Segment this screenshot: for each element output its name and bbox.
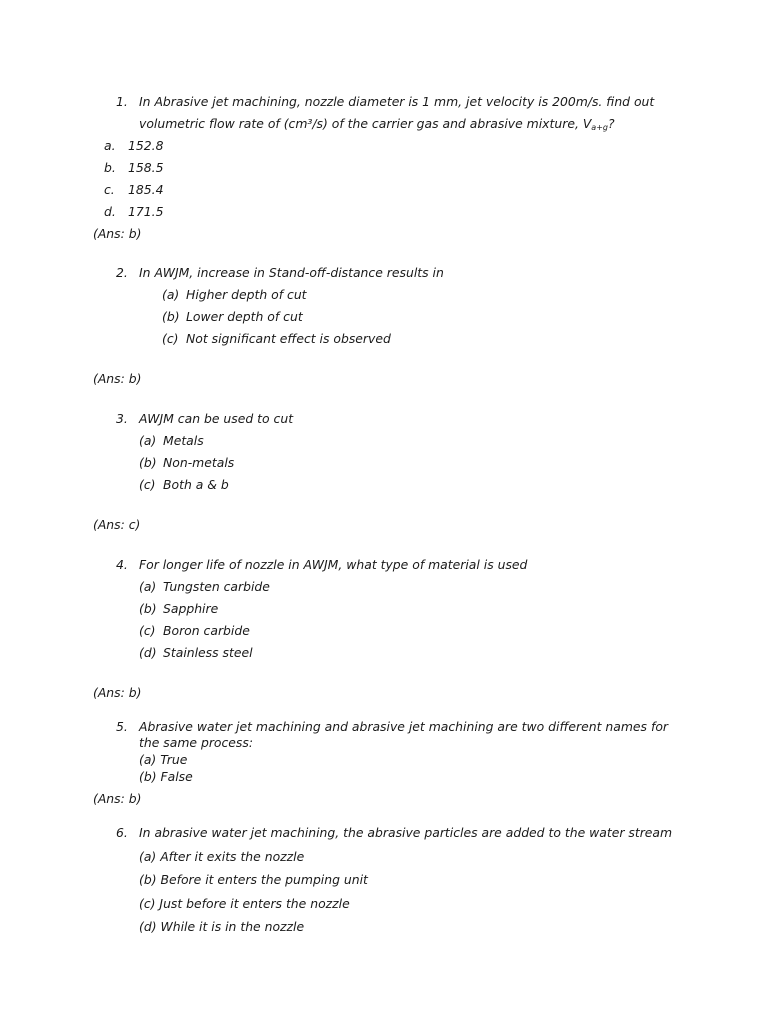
q1-option-text: 185.4 [128, 182, 164, 197]
q4-answer: (Ans: b) [93, 685, 142, 700]
q3-option-label: (b) [139, 455, 157, 470]
q1-option-label: c. [104, 182, 115, 197]
q1-option-label: b. [104, 160, 116, 175]
q2-option-text: Higher depth of cut [186, 287, 307, 302]
q3-option-text: Both a & b [163, 477, 229, 492]
q1-option-label: a. [104, 138, 116, 153]
q4-option-label: (d) [139, 645, 157, 660]
q3-number: 3. [116, 411, 128, 426]
q2-option-text: Not significant effect is observed [186, 331, 391, 346]
q2-option-label: (b) [162, 309, 180, 324]
q4-option-text: Boron carbide [163, 623, 250, 638]
q3-text: AWJM can be used to cut [139, 411, 294, 426]
q2-option-label: (c) [162, 331, 179, 346]
q3-option-label: (a) [139, 433, 157, 448]
q5-answer: (Ans: b) [93, 791, 142, 806]
q6-text: In abrasive water jet machining, the abrasive particles are added to the water stream [139, 825, 673, 840]
q4-option-text: Sapphire [163, 601, 219, 616]
q5-option: (b) False [139, 769, 193, 784]
q3-option-text: Metals [163, 433, 204, 448]
q1-option-text: 152.8 [128, 138, 164, 153]
q1-text-line2: volumetric flow rate of (cm³/s) of the carrier gas and abrasive mixture, $V_{a+g}$? [139, 116, 615, 132]
q4-option-label: (a) [139, 579, 157, 594]
q4-option-label: (b) [139, 601, 157, 616]
q4-option-text: Tungsten carbide [163, 579, 270, 594]
q1-option-label: d. [104, 204, 116, 219]
q6-option: (d) While it is in the nozzle [139, 919, 305, 934]
q4-text: For longer life of nozzle in AWJM, what type of material is used [139, 557, 528, 572]
q6-option: (a) After it exits the nozzle [139, 849, 305, 864]
q3-option-text: Non-metals [163, 455, 235, 470]
q5-option: (a) True [139, 752, 188, 767]
q6-option: (c) Just before it enters the nozzle [139, 896, 350, 911]
q4-number: 4. [116, 557, 128, 572]
q1-text-line1: In Abrasive jet machining, nozzle diameter is 1 mm, jet velocity is 200m/s. find out [139, 94, 655, 109]
q3-answer: (Ans: c) [93, 517, 141, 532]
q4-option-label: (c) [139, 623, 156, 638]
q1-number: 1. [116, 94, 128, 109]
q1-option-text: 171.5 [128, 204, 164, 219]
q1-answer: (Ans: b) [93, 226, 142, 241]
q5-text-line2: the same process: [139, 735, 254, 750]
q6-number: 6. [116, 825, 128, 840]
q4-option-text: Stainless steel [163, 645, 253, 660]
q2-option-label: (a) [162, 287, 180, 302]
q2-answer: (Ans: b) [93, 371, 142, 386]
q3-option-label: (c) [139, 477, 156, 492]
q5-number: 5. [116, 719, 128, 734]
q2-option-text: Lower depth of cut [186, 309, 303, 324]
q2-number: 2. [116, 265, 128, 280]
q6-option: (b) Before it enters the pumping unit [139, 872, 368, 887]
q1-option-text: 158.5 [128, 160, 164, 175]
q2-text: In AWJM, increase in Stand-off-distance results in [139, 265, 444, 280]
q5-text-line1: Abrasive water jet machining and abrasive jet machining are two different names for [139, 719, 668, 734]
